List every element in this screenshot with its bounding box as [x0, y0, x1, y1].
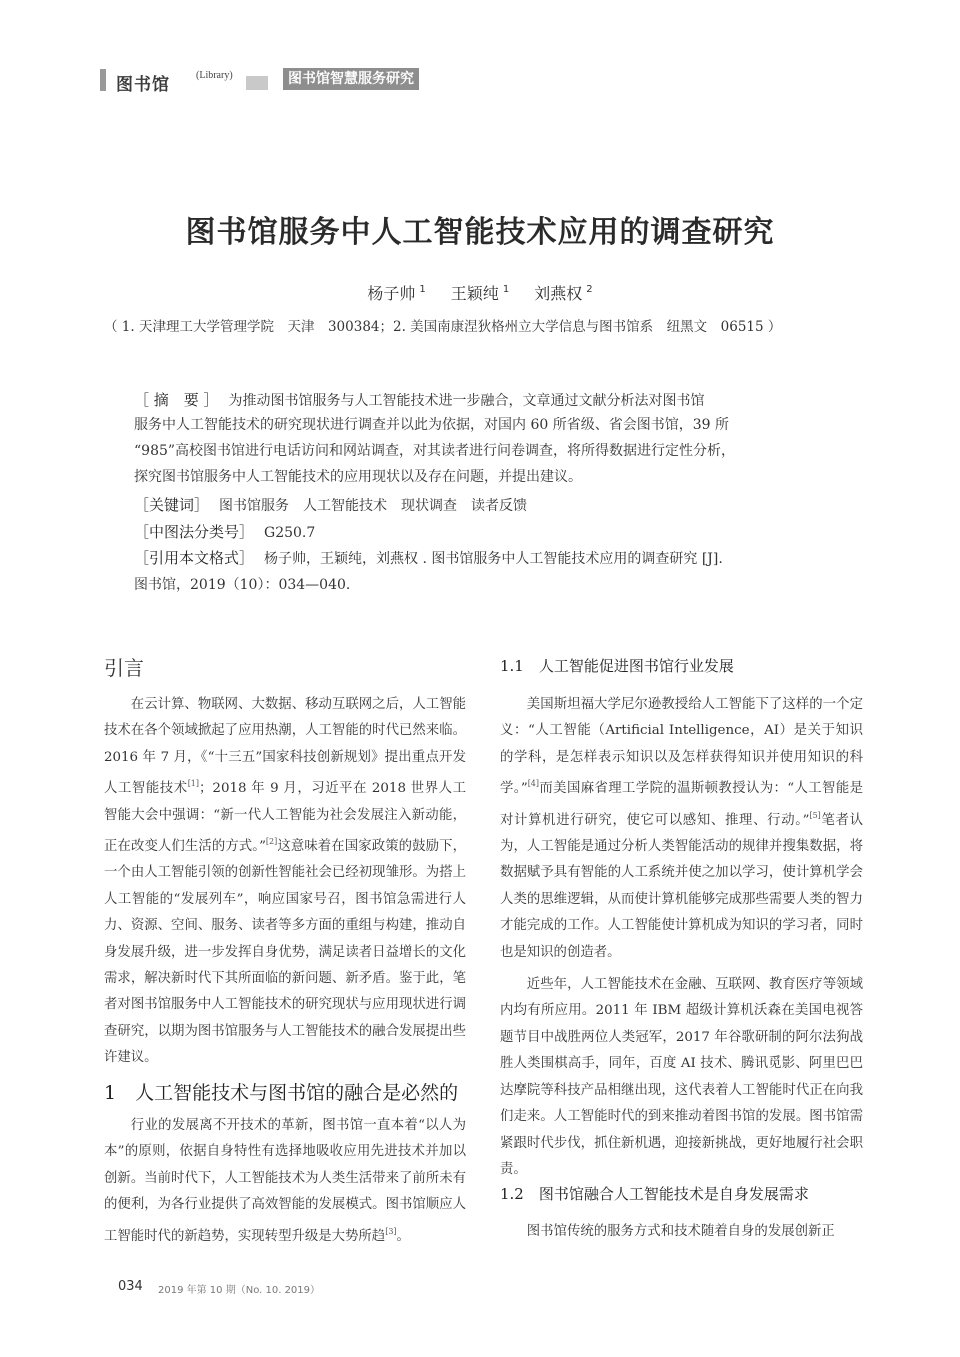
classification-label: ［中图法分类号］: [134, 523, 255, 541]
paragraph-text: 这意味着在国家政策的鼓励下，一个由人工智能引领的创新性智能社会已经初现雏形。为搭上人工智能的“发展列车”，响应国家号召，图书馆急需进行人力、资源、空间、服务、读者等多方面的重组与构建，推动自身发展升级，进一步发挥自身优势，满足读者日益增长的文化需求，解决新时代下其所面临的新问题、新矛盾。鉴于此，笔者对图书馆服务中人工智能技术的研究现状与应用现状进行调查研究，以期为图书馆服务与人工智能技术的融合发展提出些许建议。: [104, 839, 466, 1066]
section-heading-1: 1 人工智能技术与图书馆的融合是必然的: [104, 1082, 459, 1104]
section-heading-intro: 引言: [104, 656, 144, 680]
paragraph-text: ；2018 年 9 月，习近平在 2018 世界人工智能大会中强调：“新一代人工智能为社会发展注入新动能，正在改变人们生活的方式。”: [104, 781, 467, 855]
citation-ref: [1]: [187, 779, 200, 789]
paragraph-text: 行业的发展离不开技术的革新，图书馆一直本着“以人为本”的原则，依据自身特性有选择地吸收应用先进技术并加以创新。当前时代下，人工智能技术为人类生活带来了前所未有的便利，为各行业提供了高效智能的发展模式。图书馆顺应人工智能时代的新趋势，实现转型升级是大势所趋: [104, 1118, 466, 1244]
citation-ref: [4]: [527, 779, 540, 789]
citation-continued: 图书馆，2019（10）：034—040.: [134, 577, 351, 593]
section-heading-1-1: 1.1 人工智能促进图书馆行业发展: [500, 657, 734, 675]
author-name: 杨子帅: [367, 284, 416, 303]
citation-label: ［引用本文格式］: [134, 549, 255, 567]
citation-ref: [5]: [809, 810, 821, 820]
paragraph-text: 美国斯坦福大学尼尔逊教授给人工智能下了这样的一个定义：“人工智能（Artificial Intelligence，AI）是关于知识的学科，是怎样表示知识以及怎样获得知识并使用知识的科学。”: [500, 697, 863, 797]
journal-logo: 图书馆: [116, 75, 170, 95]
journal-latin-name: (Library): [196, 70, 233, 81]
author-affil-mark: 2: [586, 284, 593, 295]
issue-info: 2019 年第 10 期（No. 10. 2019）: [158, 1285, 321, 1296]
column-badge: 图书馆智慧服务研究: [283, 68, 419, 90]
header-bar: [100, 69, 106, 91]
citation-ref: [3]: [385, 1226, 397, 1236]
section12-body: [500, 1219, 863, 1245]
section1-body: [104, 1113, 466, 1250]
header-decoration: [246, 76, 268, 90]
citation-text: 杨子帅，王颖纯，刘燕权 . 图书馆服务中人工智能技术应用的调查研究 [J].: [264, 551, 723, 567]
section11-body: [500, 692, 863, 1183]
affiliation: （ 1. 天津理工大学管理学院 天津 300384；2. 美国南康涅狄格州立大学信息与图书馆系 纽黑文 06515 ）: [104, 319, 782, 335]
author-affil-mark: 1: [419, 284, 426, 295]
keywords: [134, 494, 834, 515]
classification: [134, 521, 834, 542]
paragraph: [104, 1113, 466, 1250]
abstract-line: [134, 389, 834, 410]
paragraph-text: 在云计算、物联网、大数据、移动互联网之后，人工智能技术在各个领域掀起了应用热潮，人工智能的时代已然来临。2016 年 7 月，《“十三五”国家科技创新规划》提出重点开发人工智能技术: [104, 697, 466, 797]
author: [451, 284, 509, 303]
page-number: 034: [118, 1279, 143, 1294]
paragraph: [500, 692, 863, 966]
paper-title: 图书馆服务中人工智能技术应用的调查研究: [185, 215, 775, 250]
section-heading-1-2: 1.2 图书馆融合人工智能技术是自身发展需求: [500, 1185, 809, 1203]
paragraph-text: 。: [396, 1228, 410, 1244]
citation-ref: [2]: [265, 837, 278, 847]
paragraph: [104, 692, 466, 1072]
abstract-text: 为推动图书馆服务与人工智能技术进一步融合，文章通过文献分析法对图书馆: [228, 393, 705, 409]
paragraph: 图书馆传统的服务方式和技术随着自身的发展创新正: [526, 1224, 835, 1239]
author-name: 王颖纯: [450, 284, 499, 303]
paragraph-text: 笔者认为，人工智能是通过分析人类智能活动的规律并搜集数据，将数据赋予具有智能的人工系统并使之加以学习，使计算机学会人类的思维逻辑，从而使计算机能够完成那些需要人类的智力才能完成的工作。人工智能使计算机成为知识的学习者，同时也是知识的创造者。: [500, 812, 863, 960]
paragraph-text: 而美国麻省理工学院的温斯顿教授认为：“人工智能是对计算机进行研究，使它可以感知、推理、行动。”: [500, 781, 863, 828]
author-affil-mark: 1: [502, 284, 510, 295]
citation: [134, 547, 834, 568]
author: [367, 284, 425, 303]
abstract-label: ［ 摘 要 ］: [134, 391, 219, 409]
abstract-line: 探究图书馆服务中人工智能技术的应用现状以及存在问题，并提出建议。: [134, 469, 582, 485]
intro-body: [104, 692, 466, 1072]
author-list: [0, 281, 960, 304]
paragraph: 近些年，人工智能技术在金融、互联网、教育医疗等领域内均有所应用。2011 年 IBM 超级计算机沃森在美国电视答题节目中战胜两位人类冠军，2017 年谷歌研制的阿尔法狗战胜人类围棋高手，同年，百度 AI 技术、腾讯觅影、阿里巴巴达摩院等科技产品相继出现，这代表着人工智能时代正在向我们走来。人工智能时代的到来推动着图书馆的发展。图书馆需紧跟时代步伐，抓住新机遇，迎接新挑战，更好地履行社会职责。: [500, 977, 863, 1177]
abstract-line: “985”高校图书馆进行电话访问和网站调查，对其读者进行问卷调查，将所得数据进行定性分析，: [134, 443, 736, 459]
abstract-line: 服务中人工智能技术的研究现状进行调查并以此为依据，对国内 60 所省级、省会图书馆，39 所: [134, 417, 729, 433]
keywords-label: ［关键词］: [134, 496, 210, 514]
classification-value: G250.7: [264, 525, 316, 541]
keywords-value: 图书馆服务 人工智能技术 现状调查 读者反馈: [219, 498, 528, 514]
author-name: 刘燕权: [534, 284, 583, 303]
author: [534, 284, 592, 303]
